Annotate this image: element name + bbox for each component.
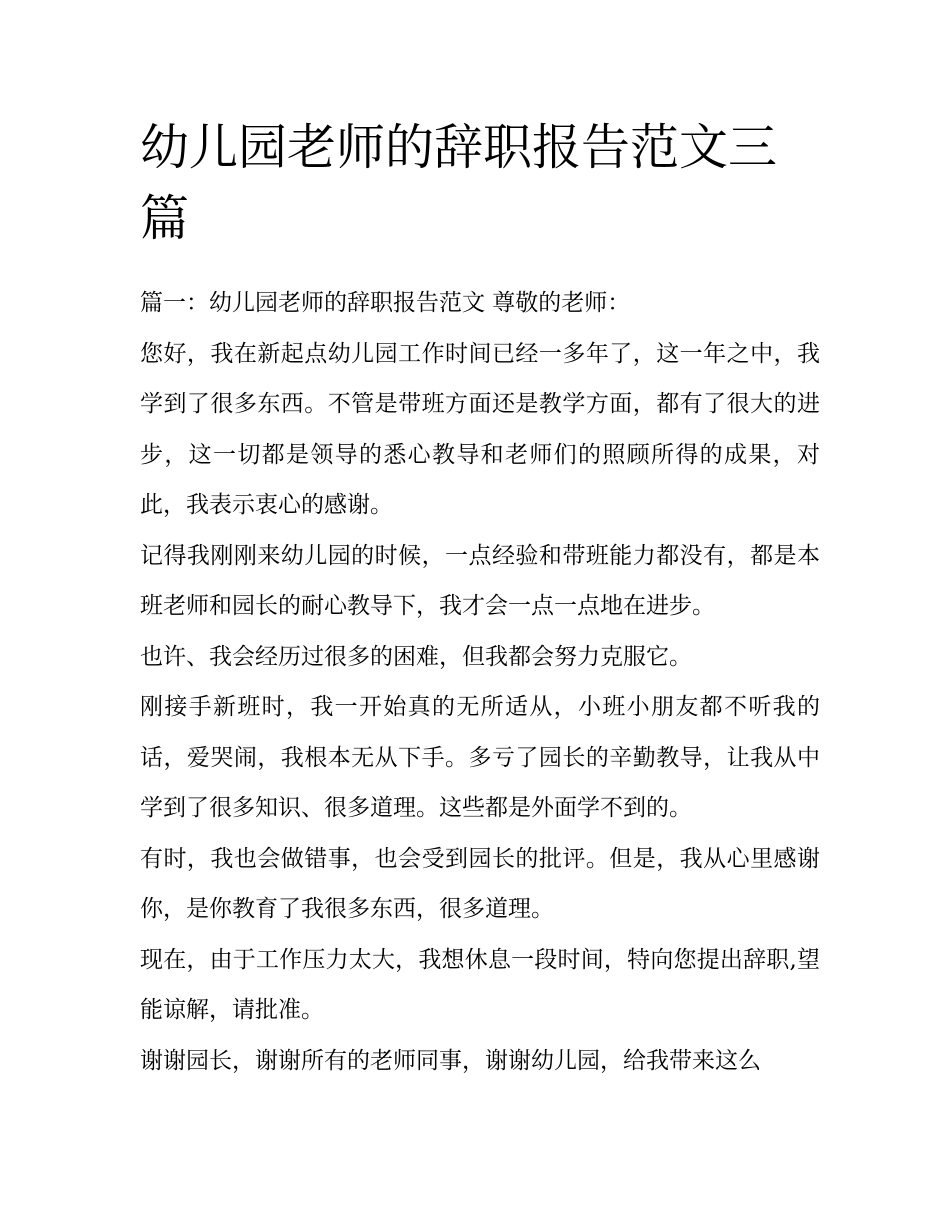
paragraph: 谢谢园长，谢谢所有的老师同事，谢谢幼儿园，给我带来这么 <box>140 1047 761 1074</box>
document-body <box>140 278 820 1086</box>
paragraph: 刚接手新班时，我一开始真的无所适从，小班小朋友都不听我的话，爱哭闹，我根本无从下手。多亏了园长的辛勤教导，让我从中学到了很多知识、很多道理。这些都是外面学不到的。 <box>140 694 820 821</box>
document-title: 幼儿园老师的辞职报告范文三篇 <box>140 119 778 247</box>
paragraph: 记得我刚刚来幼儿园的时候，一点经验和带班能力都没有，都是本班老师和园长的耐心教导下，我才会一点一点地在进步。 <box>140 542 820 619</box>
paragraph: 有时，我也会做错事，也会受到园长的批评。但是，我从心里感谢你，是你教育了我很多东西，很多道理。 <box>140 845 820 922</box>
paragraph: 您好，我在新起点幼儿园工作时间已经一多年了，这一年之中，我学到了很多东西。不管是带班方面还是教学方面，都有了很大的进步，这一切都是领导的悉心教导和老师们的照顾所得的成果，对此，我表示衷心的感谢。 <box>140 340 820 518</box>
paragraph: 现在，由于工作压力太大，我想休息一段时间，特向您提出辞职,望能谅解，请批准。 <box>140 946 820 1023</box>
paragraph-heading: 篇一：幼儿园老师的辞职报告范文 尊敬的老师： <box>140 290 631 316</box>
paragraph: 也许、我会经历过很多的困难，但我都会努力克服它。 <box>140 643 692 670</box>
